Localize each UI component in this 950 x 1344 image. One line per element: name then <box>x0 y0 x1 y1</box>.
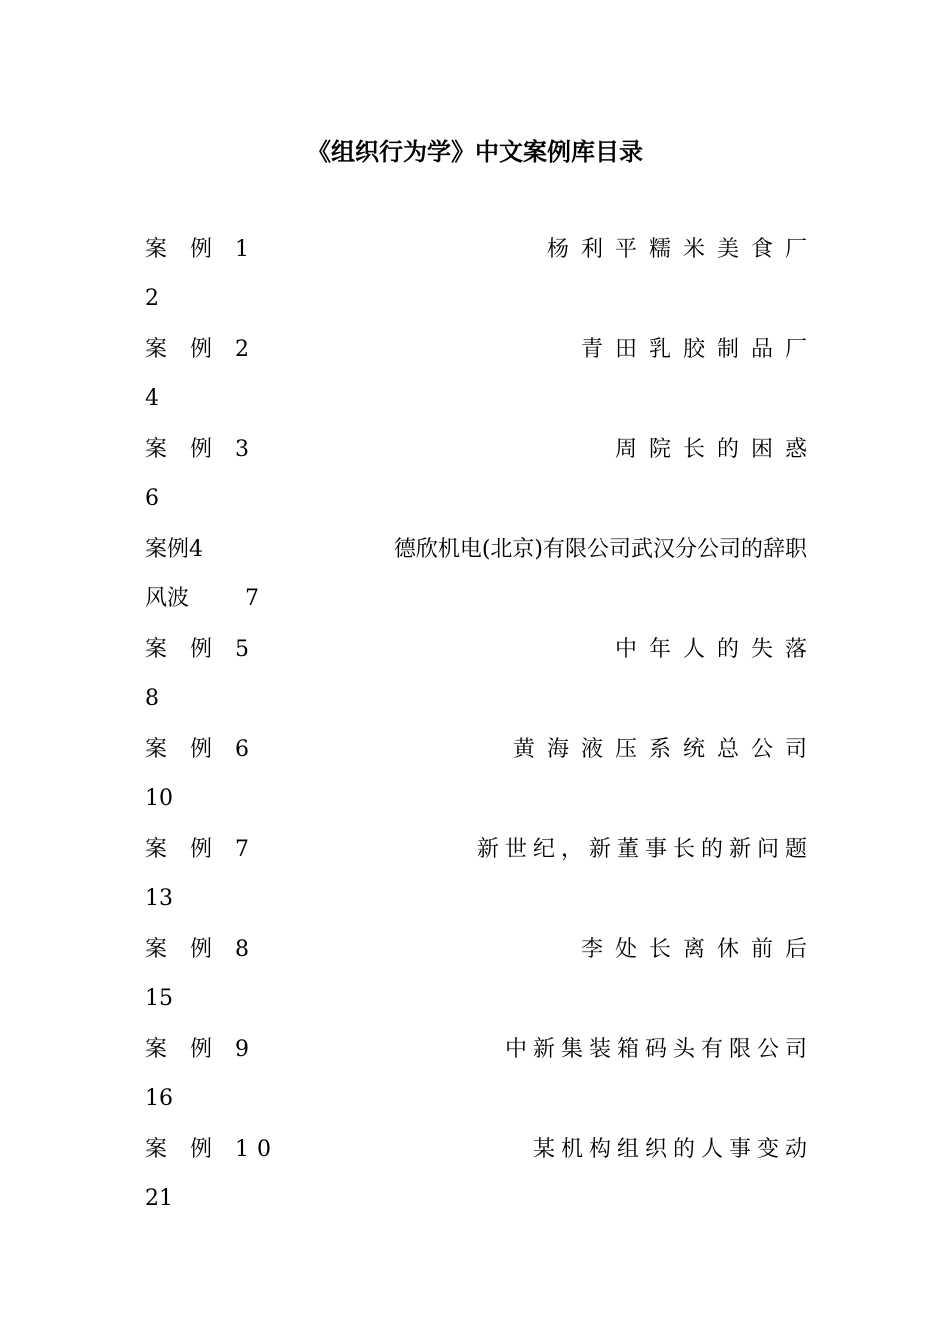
case-title-continuation: 风波 <box>145 586 190 611</box>
case-title: 中新集装箱码头有限公司 <box>504 1037 813 1062</box>
case-label: 案 例 5 <box>145 637 257 662</box>
toc-entry <box>145 825 813 925</box>
page-number-line <box>145 582 259 616</box>
case-label: 案 例 10 <box>145 1137 279 1162</box>
toc-entry <box>145 225 819 325</box>
page-number: 10 <box>145 786 173 811</box>
case-label: 案 例 2 <box>145 337 257 362</box>
document-title: 《组织行为学》中文案例库目录 <box>307 137 643 166</box>
case-title: 周院长的困惑 <box>614 437 819 462</box>
case-title: 某机构组织的人事变动 <box>532 1137 813 1162</box>
case-title: 杨利平糯米美食厂 <box>546 237 819 262</box>
case-title: 德欣机电(北京)有限公司武汉分公司的辞职 <box>393 537 807 562</box>
page-number: 8 <box>145 686 159 711</box>
case-title: 青田乳胶制品厂 <box>580 337 819 362</box>
page-number: 7 <box>245 586 259 611</box>
case-label: 案 例 9 <box>145 1037 257 1062</box>
case-title: 李处长离休前后 <box>580 937 819 962</box>
toc-entry <box>145 625 819 725</box>
case-label: 案 例 1 <box>145 237 257 262</box>
page-number: 2 <box>145 286 159 311</box>
page-number: 16 <box>145 1086 173 1111</box>
page-number: 4 <box>145 386 159 411</box>
case-label: 案 例 3 <box>145 437 257 462</box>
page-number: 21 <box>145 1186 173 1211</box>
case-label: 案 例 8 <box>145 937 257 962</box>
case-label: 案 例 6 <box>145 737 257 762</box>
page-number: 6 <box>145 486 159 511</box>
toc-entry <box>145 425 819 525</box>
toc-entry <box>145 325 819 425</box>
page-number: 13 <box>145 886 173 911</box>
toc-entry <box>145 725 819 825</box>
case-title: 黄海液压系统总公司 <box>512 737 819 762</box>
toc-entry <box>145 525 807 625</box>
case-title: 新世纪，新董事长的新问题 <box>476 837 813 862</box>
toc-entry <box>145 1125 813 1225</box>
case-label: 案例4 <box>145 537 203 562</box>
table-of-contents <box>145 225 819 1225</box>
case-label: 案 例 7 <box>145 837 257 862</box>
toc-entry <box>145 925 819 1025</box>
toc-entry <box>145 1025 813 1125</box>
case-title: 中年人的失落 <box>614 637 819 662</box>
page-number: 15 <box>145 986 173 1011</box>
